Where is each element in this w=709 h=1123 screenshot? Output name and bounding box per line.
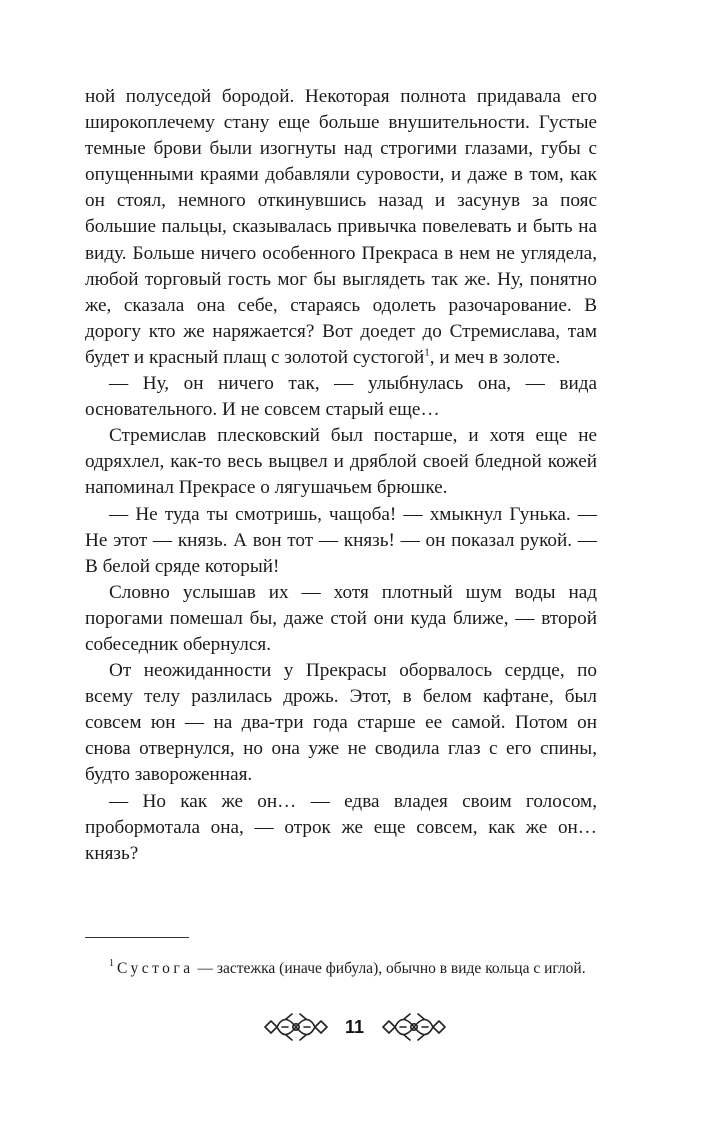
paragraph-1-text: ной полуседой бородой. Некоторая полнота придавала его широкоплечему стану еще больше внушительности. Густые темные брови были изогнуты над строгими глазами, губы с опущенными краями добавляли суровости, и даже в том, как он стоял, немного откинувшись назад и засунув за пояс большие пальцы, сказывалась привычка повелевать и быть на виду. Больше ничего особенного Прекраса в нем не углядела, любой торговый гость мог бы выглядеть так же. Ну, понятно же, сказала она себе, стараясь одолеть разочарование. В дорогу кто же наряжается? Вот доедет до Стремислава, там будет и красный плащ с золотой сустогой [85, 86, 597, 368]
footnote-divider [85, 937, 189, 938]
knot-ornament-right-icon [380, 1013, 448, 1041]
paragraph-1 [85, 84, 597, 371]
footnote-text: — застежка (иначе фибула), обычно в виде кольца с иглой. [193, 959, 586, 977]
paragraph-6: От неожиданности у Прекрасы оборвалось сердце, по всему телу разлилась дрожь. Этот, в белом кафтане, был совсем юн — на два-три года старше ее самой. Потом он снова отвернулся, но она уже не сводила глаз с его спины, будто завороженная. [85, 660, 597, 786]
paragraph-3: Стремислав плесковский был постарше, и хотя еще не одряхлел, как-то весь выцвел и дряблой своей бледной кожей напоминал Прекрасе о лягушачьем брюшке. [85, 425, 597, 499]
knot-ornament-left-icon [262, 1013, 330, 1041]
footnote [85, 958, 597, 980]
paragraph-5: Словно услышав их — хотя плотный шум воды над порогами помешал бы, даже стой они куда ближе, — второй собеседник обернулся. [85, 581, 597, 655]
page-footer [0, 1009, 709, 1045]
body-text [85, 84, 597, 867]
footnote-reference[interactable]: 1 [424, 346, 430, 359]
footnote-mark: 1 [109, 958, 114, 970]
paragraph-1-end: , и меч в золоте. [429, 346, 561, 368]
paragraph-2: — Ну, он ничего так, — улыбнулась она, — вида основательного. И не совсем старый еще… [85, 373, 597, 421]
paragraph-7: — Но как же он… — едва владея своим голосом, пробормотала она, — отрок же еще совсем, как же он… князь? [85, 790, 597, 864]
page-number: 11 [344, 1016, 365, 1037]
paragraph-4: — Не туда ты смотришь, чащоба! — хмыкнул Гунька. — Не этот — князь. А вон тот — князь! — он показал рукой. — В белой сряде который! [85, 503, 597, 577]
footnote-term: Сустога [117, 959, 194, 977]
